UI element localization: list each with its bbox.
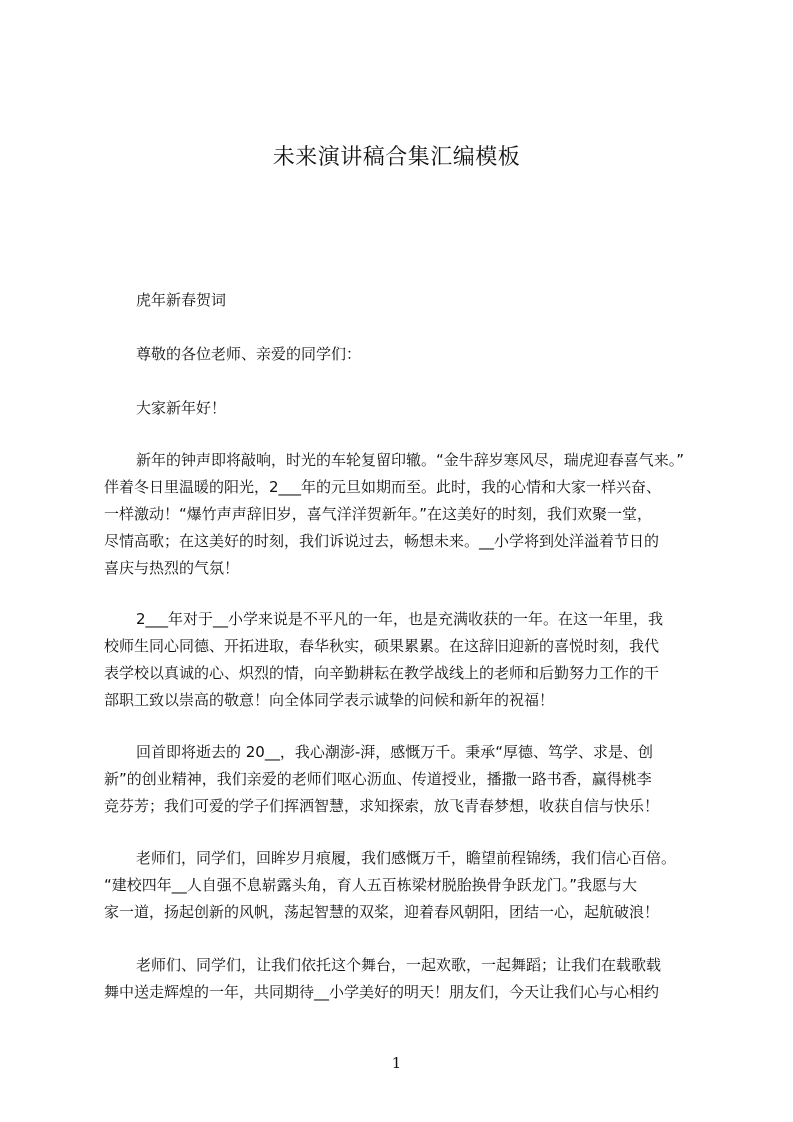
paragraph-2 xyxy=(104,606,704,714)
salutation: 尊敬的各位老师、亲爱的同学们： xyxy=(136,345,362,363)
paragraph-line: 一样激动！“爆竹声声辞旧岁，喜气洋洋贺新年。”在这美好的时刻，我们欢聚一堂， xyxy=(104,505,653,523)
paragraph-5 xyxy=(104,952,704,1006)
paragraph-line: 舞中送走辉煌的一年，共同期待__小学美好的明天！朋友们，今天让我们心与心相约 xyxy=(104,983,660,1001)
page-title: 未来演讲稿合集汇编模板 xyxy=(272,145,521,170)
paragraph-1 xyxy=(104,447,704,582)
paragraph-line: 老师们，同学们，回眸岁月痕履，我们感慨万千，瞻望前程锦绣，我们信心百倍。 xyxy=(136,849,677,867)
paragraph-line: 家一道，扬起创新的风帆，荡起智慧的双桨，迎着春风朝阳，团结一心，起航破浪！ xyxy=(104,903,660,921)
paragraph-line: 表学校以真诚的心、炽烈的情，向辛勤耕耘在教学战线上的老师和后勤努力工作的干 xyxy=(104,664,660,682)
greeting: 大家新年好！ xyxy=(136,399,227,417)
paragraph-line: 尽情高歌；在这美好的时刻，我们诉说过去，畅想未来。__小学将到处洋溢着节日的 xyxy=(104,532,660,550)
page-number: 1 xyxy=(391,1054,402,1072)
paragraph-line: 回首即将逝去的 20__，我心潮澎-湃，感慨万千。秉承“厚德、笃学、求是、创 xyxy=(136,743,654,761)
paragraph-3 xyxy=(104,739,704,820)
paragraph-line: 竞芬芳；我们可爱的学子们挥洒智慧，求知探索，放飞青春梦想，收获自信与快乐！ xyxy=(104,797,660,815)
paragraph-line: 伴着冬日里温暖的阳光，2___年的元旦如期而至。此时，我的心情和大家一样兴奋、 xyxy=(104,478,662,496)
paragraph-line: 2___年对于__小学来说是不平凡的一年，也是充满收获的一年。在这一年里，我 xyxy=(136,610,664,628)
paragraph-line: 新”的创业精神，我们亲爱的老师们呕心沥血、传道授业，播撒一路书香，赢得桃李 xyxy=(104,770,652,788)
paragraph-line: 校师生同心同德、开拓进取，春华秋实，硕果累累。在这辞旧迎新的喜悦时刻，我代 xyxy=(104,637,660,655)
paragraph-line: 喜庆与热烈的气氛！ xyxy=(104,559,240,577)
paragraph-line: “建校四年__人自强不息崭露头角，育人五百栋梁材脱胎换骨争跃龙门。”我愿与大 xyxy=(104,876,638,894)
paragraph-line: 部职工致以崇高的敬意！向全体同学表示诚挚的问候和新年的祝福！ xyxy=(104,691,555,709)
paragraph-line: 新年的钟声即将敲响，时光的车轮复留印辙。“金牛辞岁寒风尽，瑞虎迎春喜气来。” xyxy=(136,451,685,469)
paragraph-4 xyxy=(104,845,704,926)
speech-heading: 虎年新春贺词 xyxy=(136,291,227,309)
paragraph-line: 老师们、同学们，让我们依托这个舞台，一起欢歌，一起舞蹈；让我们在载歌载 xyxy=(136,956,662,974)
